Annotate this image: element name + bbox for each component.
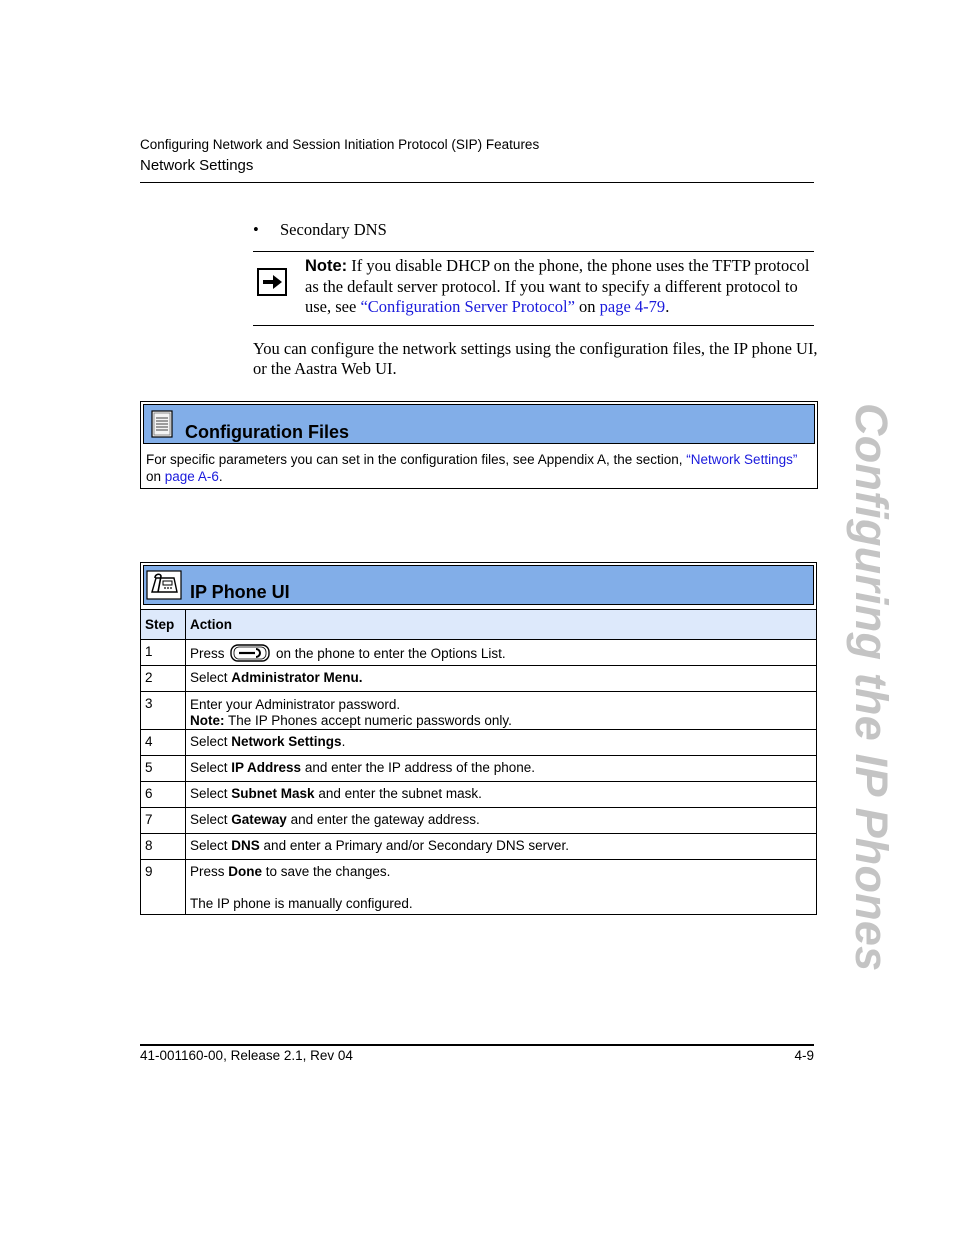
intro-paragraph: You can configure the network settings using the configuration files, the IP phone UI, or the Aastra Web UI.	[253, 339, 818, 378]
table-row: 6 Select Subnet Mask and enter the subnet mask.	[141, 782, 817, 808]
configuration-files-title: Configuration Files	[185, 422, 349, 442]
ip-phone-ui-title: IP Phone UI	[190, 582, 290, 602]
table-row: 3 Enter your Administrator password. Note: The IP Phones accept numeric passwords only.	[141, 692, 817, 730]
section-title: Network Settings	[140, 157, 254, 174]
options-key-icon	[230, 644, 270, 665]
page-a-6-link[interactable]: page A-6	[164, 469, 219, 484]
chapter-side-tab: Configuring the IP Phones	[846, 403, 897, 972]
footer-rule	[140, 1044, 814, 1046]
phone-icon	[146, 570, 182, 605]
page-number: 4-9	[794, 1048, 814, 1063]
table-row: 1 Press on the phone to enter the Options List.	[141, 640, 817, 666]
configuration-files-text: For specific parameters you can set in the configuration files, see Appendix A, the section, “Network Settings” on page A-6.	[146, 452, 798, 484]
header-rule	[140, 182, 814, 183]
document-number: 41-001160-00, Release 2.1, Rev 04	[140, 1048, 353, 1063]
table-row: 2 Select Administrator Menu.	[141, 666, 817, 692]
configuration-files-box	[140, 401, 818, 489]
bullet-text: Secondary DNS	[280, 220, 387, 239]
table-row: 5 Select IP Address and enter the IP address of the phone.	[141, 756, 817, 782]
note-label: Note:	[305, 257, 348, 275]
table-row: 9 Press Done to save the changes. The IP phone is manually configured.	[141, 860, 817, 915]
bullet-dot: •	[253, 220, 259, 239]
table-row: 7 Select Gateway and enter the gateway address.	[141, 808, 817, 834]
note-text: Note: If you disable DHCP on the phone, the phone uses the TFTP protocol as the default server protocol. If you want to specify a different protocol to use, see “Configuration Server Protocol” on page 4-79.	[305, 256, 810, 316]
bullet-item	[253, 220, 387, 240]
chapter-title: Configuring Network and Session Initiation Protocol (SIP) Features	[140, 137, 540, 152]
ip-phone-ui-box	[140, 562, 817, 915]
action-column-header: Action	[186, 610, 817, 640]
table-header-row	[141, 610, 817, 640]
table-row: 4 Select Network Settings.	[141, 730, 817, 756]
steps-table	[140, 609, 817, 915]
note-block	[253, 251, 814, 326]
config-server-protocol-link[interactable]: “Configuration Server Protocol”	[360, 297, 575, 316]
table-row: 8 Select DNS and enter a Primary and/or Secondary DNS server.	[141, 834, 817, 860]
document-icon	[150, 410, 174, 443]
configuration-files-header	[143, 404, 815, 444]
ip-phone-ui-header	[143, 565, 814, 605]
arrow-right-icon	[257, 268, 287, 296]
network-settings-link[interactable]: “Network Settings”	[686, 452, 798, 467]
page-4-79-link[interactable]: page 4-79	[599, 297, 666, 316]
step-column-header: Step	[141, 610, 186, 640]
